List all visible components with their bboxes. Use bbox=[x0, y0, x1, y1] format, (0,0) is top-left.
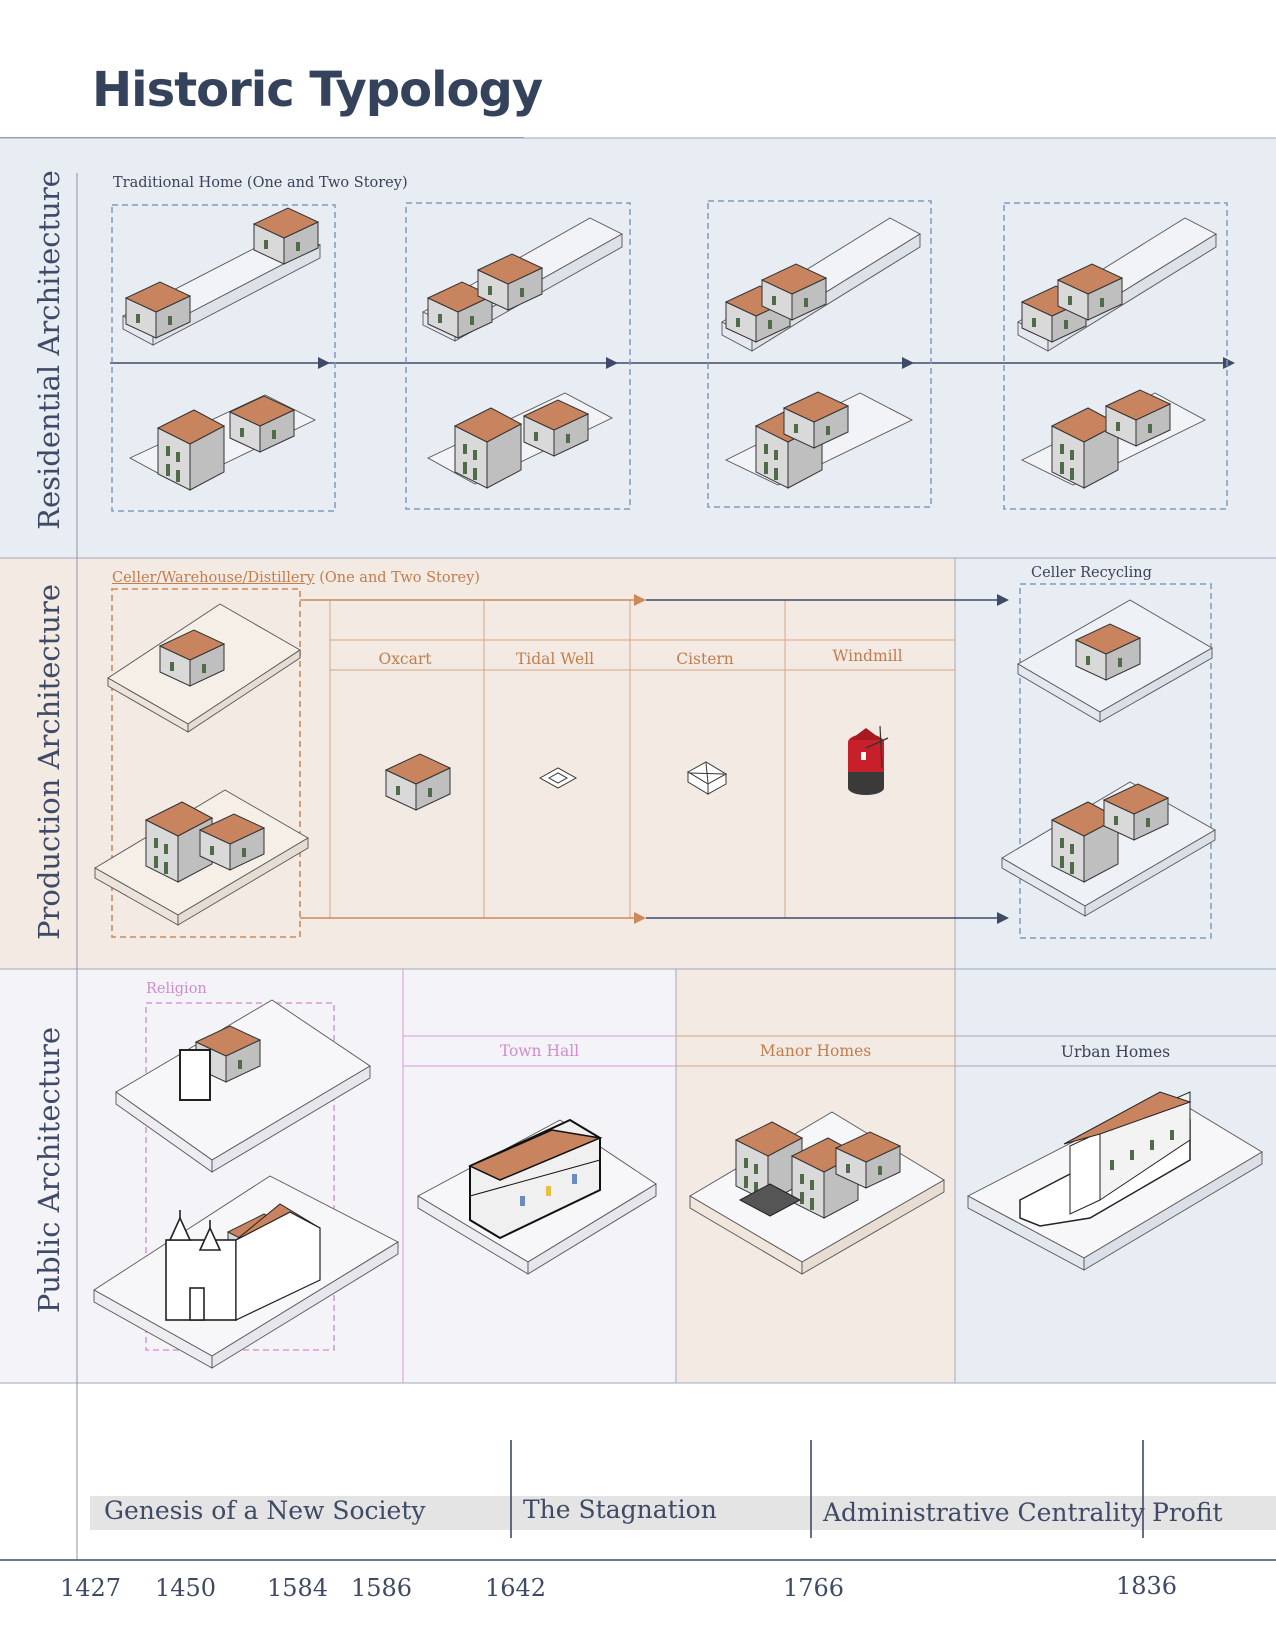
cistern-icon bbox=[688, 762, 726, 794]
manor-header: Manor Homes bbox=[759, 1042, 872, 1060]
townhall-header: Town Hall bbox=[499, 1042, 580, 1060]
production-caption-rest: (One and Two Storey) bbox=[314, 570, 480, 586]
chapel-tower bbox=[180, 1050, 210, 1100]
year-1450: 1450 bbox=[155, 1574, 217, 1602]
residential-caption: Traditional Home (One and Two Storey) bbox=[113, 175, 408, 191]
column-windmill: Windmill bbox=[832, 647, 903, 665]
column-cistern: Cistern bbox=[676, 650, 734, 668]
windmill-icon bbox=[848, 726, 888, 795]
year-1766: 1766 bbox=[783, 1574, 845, 1602]
row-label-residential: Residential Architecture bbox=[32, 170, 66, 530]
year-1642: 1642 bbox=[485, 1574, 547, 1602]
recycling-caption: Celler Recycling bbox=[1031, 565, 1152, 581]
urban-header: Urban Homes bbox=[1060, 1043, 1171, 1061]
page-title: Historic Typology bbox=[92, 62, 543, 118]
row-label-production: Production Architecture bbox=[32, 584, 66, 941]
row-label-public: Public Architecture bbox=[32, 1026, 66, 1314]
era-stagnation: The Stagnation bbox=[523, 1495, 717, 1524]
year-1427: 1427 bbox=[60, 1574, 122, 1602]
era-administrative: Administrative Centrality bbox=[823, 1498, 1145, 1527]
column-tidal-well: Tidal Well bbox=[515, 650, 595, 668]
year-1586: 1586 bbox=[351, 1574, 413, 1602]
year-1836: 1836 bbox=[1116, 1572, 1178, 1600]
column-oxcart: Oxcart bbox=[378, 650, 432, 668]
year-1584: 1584 bbox=[267, 1574, 329, 1602]
era-profit: Profit bbox=[1152, 1498, 1223, 1527]
tidal-well-icon bbox=[540, 768, 576, 788]
era-genesis: Genesis of a New Society bbox=[104, 1496, 426, 1525]
production-caption-main: Celler/Warehouse/Distillery bbox=[112, 570, 315, 586]
religion-caption: Religion bbox=[146, 981, 207, 997]
